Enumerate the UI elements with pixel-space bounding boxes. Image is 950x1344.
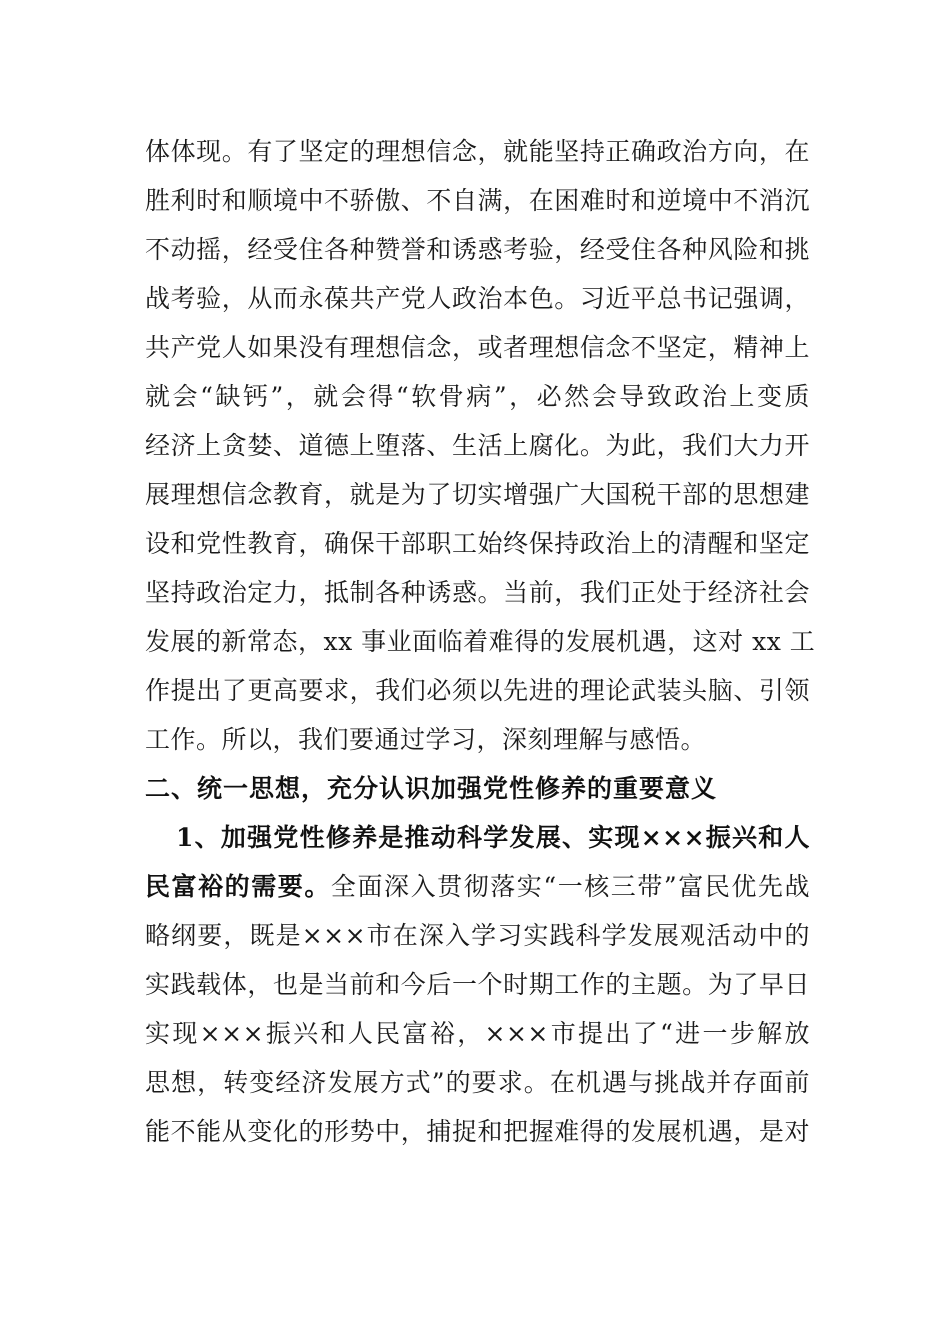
text-line: 设和党性教育，确保干部职工始终保持政治上的清醒和坚定 [145,529,810,558]
subsection-title-end: 民富裕的需要。 [145,872,331,901]
text-line: 坚持政治定力，抵制各种诱惑。当前，我们正处于经济社会 [145,578,810,607]
text-line: 体体现。有了坚定的理想信念，就能坚持正确政治方向，在 [145,137,810,166]
text-line: 经济上贪婪、道德上堕落、生活上腐化。为此，我们大力开 [145,431,810,460]
subsection-title-line: 1、加强党性修养是推动科学发展、实现×××振兴和人 [176,823,810,852]
text-line: 发展的新常态，xx 事业面临着难得的发展机遇，这对 xx 工 [145,627,816,656]
text-line: 战考验，从而永葆共产党人政治本色。习近平总书记强调， [145,284,810,313]
text-line: 实现×××振兴和人民富裕，×××市提出了“进一步解放 [145,1019,810,1048]
text-line: 能不能从变化的形势中，捕捉和把握难得的发展机遇，是对 [145,1117,810,1146]
text-line: 思想，转变经济发展方式”的要求。在机遇与挑战并存面前 [145,1068,810,1097]
text-line: 不动摇，经受住各种赞誉和诱惑考验，经受住各种风险和挑 [145,235,810,264]
text-line: 胜利时和顺境中不骄傲、不自满，在困难时和逆境中不消沉 [145,186,810,215]
section-heading: 二、统一思想，充分认识加强党性修养的重要意义 [145,774,718,803]
text-line [145,867,810,907]
text-run: 全面深入贯彻落实“一核三带”富民优先战 [330,872,810,901]
text-line: 实践载体，也是当前和今后一个时期工作的主题。为了早日 [145,970,810,999]
text-line: 就会“缺钙”，就会得“软骨病”，必然会导致政治上变质 [145,382,810,411]
text-line: 工作。所以，我们要通过学习，深刻理解与感悟。 [145,725,707,754]
text-line: 共产党人如果没有理想信念，或者理想信念不坚定，精神上 [145,333,810,362]
text-line: 作提出了更高要求，我们必须以先进的理论武装头脑、引领 [145,676,810,705]
text-line: 略纲要，既是×××市在深入学习实践科学发展观活动中的 [145,921,810,950]
text-line: 展理想信念教育，就是为了切实增强广大国税干部的思想建 [145,480,810,509]
